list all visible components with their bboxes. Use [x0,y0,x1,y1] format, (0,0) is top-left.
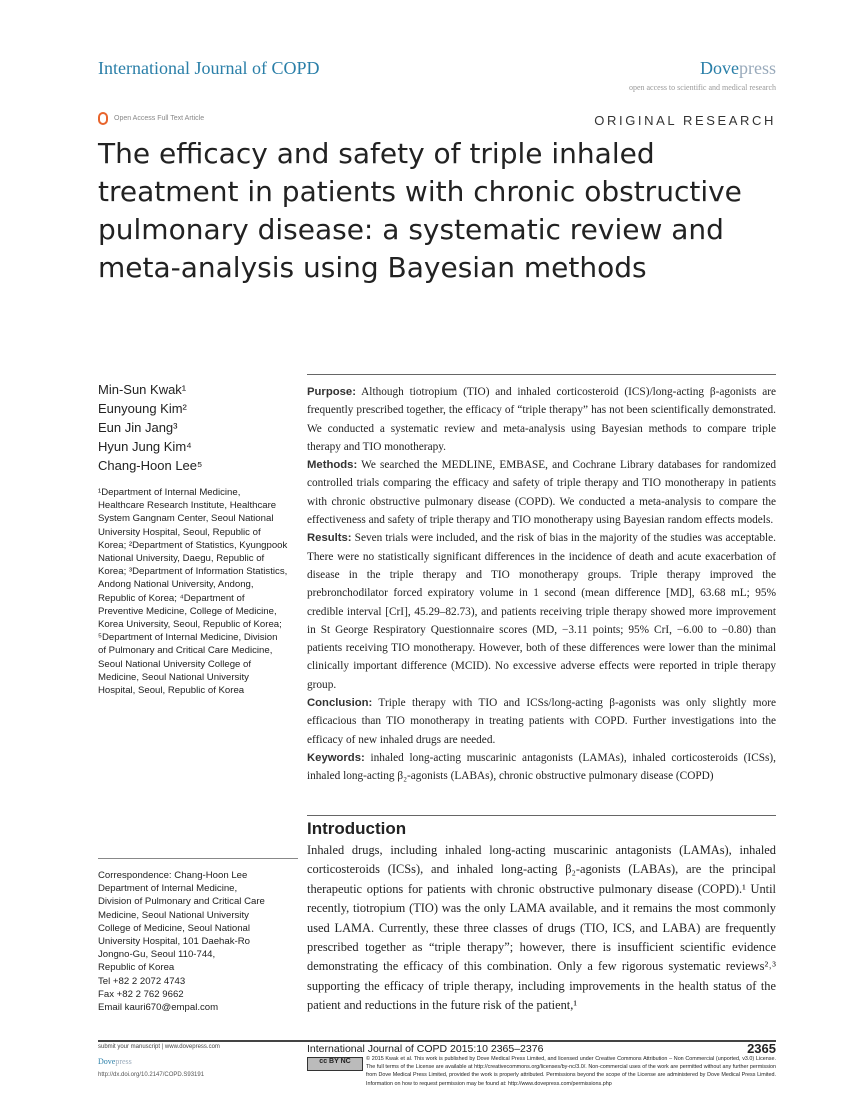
page-number: 2365 [747,1041,776,1056]
license-text: © 2015 Kwak et al. This work is published by Dove Medical Press Limited, and licensed under Creative Commons Attribution – Non Commercial (unported, v3.0) License. The full terms of the License are available at http://creativecommons.org/licenses/by-nc/3.0/. Non-commercial uses of the work are permitted without any further permission from Dove Medical Press Limited, provided the work is properly attributed. Permissions beyond the scope of the License are administered by Dove Medical Press Limited. Information on how to request permission may be found at: http://www.dovepress.com/permissions.php [366,1056,776,1087]
corr-line: College of Medicine, Seoul National [98,922,250,934]
section-text: Seven trials were included, and the risk of bias in the majority of the studies was acceptable. There were no statistically significant differences in the incidence of death and acute exacerbation of disease in the triple therapy and TIO monotherapy groups. Triple therapy improved the prebronchodilator forced expiratory volume in 1 second (mean difference [MD], 63.68 mL; 95% credible interval [CrI], 45.29–82.73), and patients receiving triple therapy showed more improvement in St George Respiratory Questionnaire scores (MD, −3.11 points; 95% CrI, −6.00 to −0.80) than patients receiving TIO monotherapy. However, both of these differences were lower than the minimal clinically important difference (MCID). No excessive adverse effects were reported in triple therapy group. [307,532,776,691]
corr-line: Department of Internal Medicine, [98,883,238,895]
section-label: Purpose: [307,386,356,398]
publisher-logo-b: press [739,58,776,78]
author: Chang-Hoon Lee⁵ [98,458,203,473]
publisher-tagline: open access to scientific and medical research [628,83,776,92]
section-text: We searched the MEDLINE, EMBASE, and Cochrane Library databases for randomized controlled trials comparing the efficacy and safety of triple therapy and TIO monotherapy in patients with chronic obstructive pulmonary disease (COPD). We conducted a meta-analysis to compare the effectiveness and safety of triple therapy and TIO monotherapy using Bayesian random effects models. [307,459,776,527]
footer-publisher-logo [98,1057,132,1066]
abstract-methods [307,456,776,529]
abstract-keywords [307,749,776,786]
abstract [307,374,776,786]
abstract-conclusion [307,694,776,749]
open-access-text: Open Access Full Text Article [114,115,205,122]
author: Hyun Jung Kim⁴ [98,439,192,454]
section-text: Triple therapy with TIO and ICSs/long-acting β-agonists was only slightly more efficacious than TIO monotherapy in treating patients with COPD. Further investigations into the efficacy of new inhaled drugs are needed. [307,697,776,746]
corr-line: Division of Pulmonary and Critical Care [98,896,265,908]
abstract-purpose [307,383,776,456]
publisher-logo [700,58,776,79]
author: Eunyoung Kim² [98,401,187,416]
section-text: Although tiotropium (TIO) and inhaled corticosteroid (ICS)/long-acting β-agonists are frequently prescribed together, the efficacy of “triple therapy” has not been scientifically demonstrated. We conducted a systematic review and meta-analysis using Bayesian methods to compare triple therapy and TIO monotherapy. [307,386,776,453]
article-type: ORIGINAL RESEARCH [594,113,776,128]
abstract-results [307,529,776,694]
journal-name: International Journal of COPD [98,58,320,78]
correspondence [98,858,298,1014]
section-label: Methods: [307,459,358,472]
doi-link[interactable]: http://dx.doi.org/10.2147/COPD.S93191 [98,1072,205,1078]
publisher-logo-a: Dove [700,58,739,78]
corr-email[interactable]: Email kauri670@empal.com [98,1002,219,1014]
author: Eun Jin Jang³ [98,420,178,435]
corr-line: Correspondence: Chang-Hoon Lee [98,870,248,881]
affiliations: ¹Department of Internal Medicine, Healthcare Research Institute, Healthcare System Gangnam Center, Seoul National University Hospital, Seoul, Republic of Korea; ²Department of Statistics, Kyungpook National University, Daegu, Republic of Korea; ³Department of Information Statistics, Andong National University, Andong, Republic of Korea; ⁴Department of Preventive Medicine, College of Medicine, Korea University, Seoul, Republic of Korea; ⁵Department of Internal Medicine, Division of Pulmonary and Critical Care Medicine, Seoul National University College of Medicine, Seoul National University Hospital, Seoul, Republic of Korea [98,487,288,697]
citation: International Journal of COPD 2015:10 2365–2376 [307,1043,544,1055]
section-label: Conclusion: [307,697,373,710]
corr-line: Medicine, Seoul National University [98,909,249,921]
section-text: inhaled long-acting muscarinic antagonists (LAMAs), inhaled corticosteroids (ICSs), inhaled long-acting β₂-agonists (LABAs), chronic obstructive pulmonary disease (COPD) [307,751,776,783]
footer-divider [98,1040,776,1042]
open-access-label [98,112,204,125]
introduction-heading: Introduction [307,815,776,839]
submit-manuscript-link[interactable]: submit your manuscript | www.dovepress.com [98,1044,220,1050]
corr-line: Fax +82 2 762 9662 [98,988,184,1000]
corr-line: University Hospital, 101 Daehak-Ro [98,936,250,948]
corr-line: Jongno-Gu, Seoul 110-744, [98,949,216,961]
introduction-text: Inhaled drugs, including inhaled long-acting muscarinic antagonists (LAMAs), inhaled corticosteroids (ICSs), and inhaled long-acting β₂-agonists (LABAs), are the principal therapeutic options for patients with chronic obstructive pulmonary disease (COPD).¹ Until recently, tiotropium (TIO) was the only LAMA available, and it remains the most commonly used LAMA. Currently, these three classes of drugs (TIO, ICS, and LABA) are frequently prescribed together as “triple therapy”; however, there is insufficient scientific evidence demonstrating the efficacy of this combination. Only a few rigorous systematic reviews²˒³ supporting the efficacy of triple therapy, including improvements in the health status of the patient and reductions in the future risk of the patient,¹ [307,843,776,1013]
author-list [98,380,202,475]
author: Min-Sun Kwak¹ [98,382,187,397]
section-label: Keywords: [307,751,365,764]
section-label: Results: [307,532,352,545]
corr-line: Tel +82 2 2072 4743 [98,975,186,987]
footer-logo-a: Dove [98,1057,116,1066]
corr-line: Republic of Korea [98,962,175,974]
cc-license-badge[interactable]: cc BY NC [307,1057,363,1071]
open-access-lock-icon [98,112,108,125]
article-title: The efficacy and safety of triple inhaled treatment in patients with chronic obstructive pulmonary disease: a systematic review and meta-analysis using Bayesian methods [98,137,742,284]
footer-logo-b: press [115,1057,132,1066]
